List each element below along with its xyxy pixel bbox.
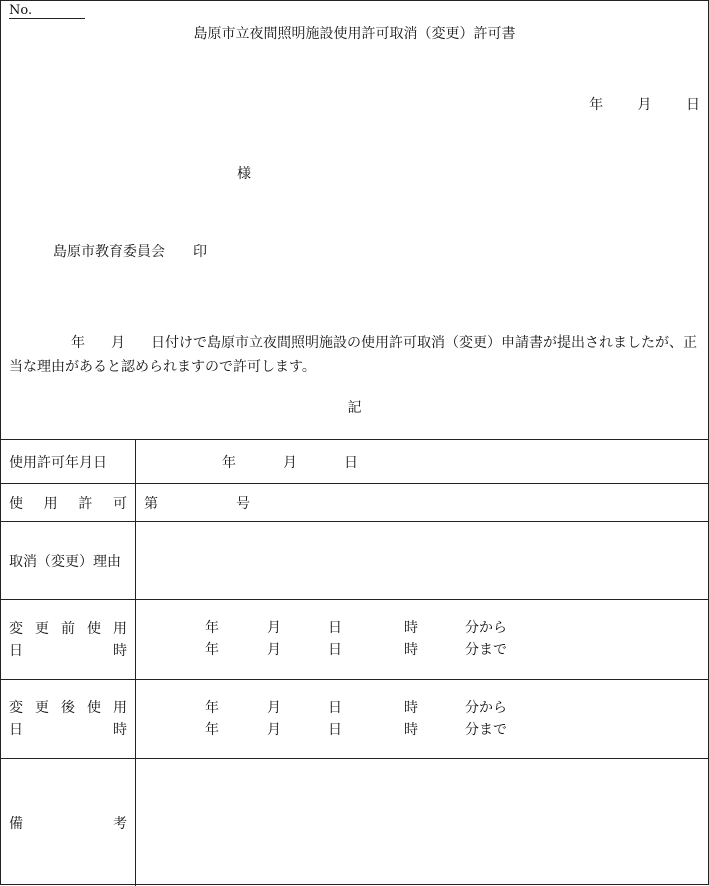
body-year: 年: [71, 335, 85, 351]
label-char: 更: [35, 620, 49, 637]
time-month: 月: [267, 700, 281, 716]
remarks-value-cell: [136, 759, 708, 886]
time-from: 分から: [465, 700, 507, 716]
permit-date-year: 年: [222, 455, 236, 471]
after-change-times: [136, 697, 707, 741]
reason-value-cell: [136, 522, 708, 599]
after-change-label-cell: [1, 680, 136, 758]
reason-label-cell: [1, 522, 136, 599]
permit-label: [9, 493, 127, 513]
permit-label-char: 可: [112, 495, 127, 512]
before-change-label: [9, 618, 127, 662]
label-char: 考: [113, 815, 127, 832]
issue-date-day: 日: [686, 97, 700, 113]
label-char: 更: [35, 700, 49, 716]
label-char: 日: [9, 642, 23, 659]
permit-date-month: 月: [283, 455, 297, 471]
time-hour: 時: [404, 700, 418, 716]
time-until: 分まで: [465, 722, 507, 738]
permit-label-char: 使: [9, 495, 23, 512]
after-change-time-cell: [136, 680, 708, 758]
body-month: 月: [111, 335, 125, 351]
document-number-field: [9, 3, 85, 19]
time-day: 日: [328, 620, 342, 636]
time-year: 年: [205, 642, 219, 658]
label-char: 用: [113, 620, 127, 637]
body-paragraph: [9, 331, 705, 379]
table-row-after-change: [1, 680, 708, 759]
label-char: 時: [113, 722, 127, 738]
after-change-start: [136, 697, 707, 719]
permit-label-cell: [1, 484, 136, 521]
time-year: 年: [205, 700, 219, 716]
permit-label-char: 用: [43, 495, 58, 512]
before-change-label-line1: [9, 618, 127, 640]
table-row-reason: [1, 522, 708, 600]
table-row-permit-date: [1, 440, 708, 484]
time-month: 月: [267, 722, 281, 738]
label-char: 使: [87, 620, 101, 637]
time-from: 分から: [465, 620, 507, 636]
document-number-label: No.: [9, 3, 33, 18]
permit-number-suffix: 号: [236, 496, 250, 512]
label-char: 用: [113, 700, 127, 716]
remarks-label-cell: [1, 759, 136, 886]
time-hour: 時: [404, 722, 418, 738]
permit-date-value-cell: [136, 440, 708, 483]
issue-date: [589, 94, 700, 114]
label-char: 変: [9, 700, 23, 716]
table-row-before-change: [1, 600, 708, 680]
time-year: 年: [205, 722, 219, 738]
label-char: 使: [87, 700, 101, 716]
label-char: 変: [9, 620, 23, 637]
label-char: 前: [61, 620, 75, 637]
before-change-label-line2: [9, 640, 127, 662]
issue-date-month: 月: [637, 97, 652, 113]
after-change-label-line1: [9, 697, 127, 719]
before-change-label-cell: [1, 600, 136, 679]
time-hour: 時: [404, 642, 418, 658]
permit-number-cell: [136, 484, 708, 521]
permit-number-prefix: 第: [144, 496, 158, 512]
time-month: 月: [267, 620, 281, 636]
issuer: [53, 241, 207, 261]
permit-date-label-cell: [1, 440, 136, 483]
time-hour: 時: [404, 620, 418, 636]
label-char: 日: [9, 722, 23, 738]
before-change-end: [136, 639, 707, 661]
seal-mark: 印: [193, 244, 207, 260]
issuer-name: 島原市教育委員会: [53, 244, 165, 260]
ki-heading: 記: [347, 400, 362, 416]
permit-date-label: 使用許可年月日: [9, 454, 107, 471]
time-day: 日: [328, 722, 342, 738]
after-change-label-line2: [9, 719, 127, 741]
after-change-end: [136, 719, 707, 741]
table-row-remarks: [1, 759, 708, 886]
table-row-permit-number: [1, 484, 708, 522]
time-day: 日: [328, 700, 342, 716]
details-table: [1, 439, 708, 886]
document-title: 島原市立夜間照明施設使用許可取消（変更）許可書: [193, 26, 516, 42]
addressee: 様: [237, 166, 251, 182]
time-day: 日: [328, 642, 342, 658]
remarks-label: [9, 813, 127, 833]
before-change-time-cell: [136, 600, 708, 679]
before-change-times: [136, 617, 707, 661]
body-text: 日付けで島原市立夜間照明施設の使用許可取消（変更）申請書が提出されましたが、正当な理由があると認められますので許可します。: [9, 335, 697, 375]
after-change-label: [9, 697, 127, 741]
permit-label-char: 許: [78, 495, 93, 512]
time-until: 分まで: [465, 642, 507, 658]
label-char: 時: [113, 642, 127, 659]
time-year: 年: [205, 620, 219, 636]
before-change-start: [136, 617, 707, 639]
permit-date-day: 日: [344, 455, 358, 471]
reason-label: 取消（変更）理由: [9, 553, 121, 570]
issue-date-year: 年: [589, 97, 604, 113]
label-char: 後: [61, 700, 75, 716]
time-month: 月: [267, 642, 281, 658]
label-char: 備: [9, 815, 23, 832]
